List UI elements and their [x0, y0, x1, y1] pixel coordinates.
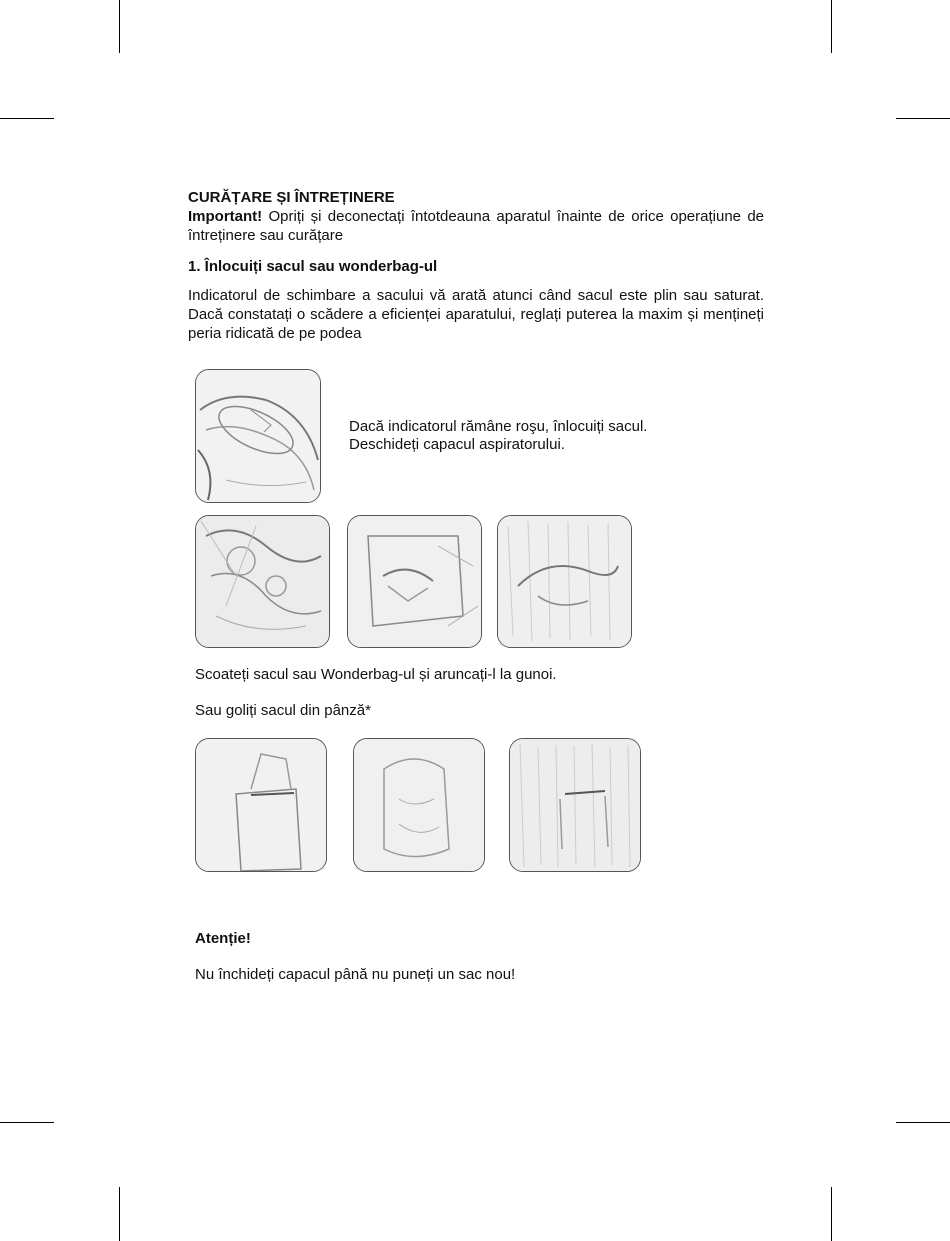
illustration-remove-bag	[497, 515, 632, 648]
crop-mark	[831, 1187, 832, 1241]
important-text: Opriți și deconectați întotdeauna aparatul înainte de orice operațiune de întreținere sau curățare	[188, 208, 765, 244]
manual-section	[188, 188, 764, 343]
crop-mark	[0, 1122, 54, 1123]
warning-title: Atenție!	[195, 930, 251, 947]
indicator-caption-line2: Deschideți capacul aspiratorului.	[349, 436, 565, 453]
crop-mark	[896, 1122, 950, 1123]
illustration-lift-bag	[347, 515, 482, 648]
important-note	[188, 207, 764, 245]
crop-mark	[119, 1187, 120, 1241]
step-title: 1. Înlocuiți sacul sau wonderbag-ul	[188, 258, 438, 275]
crop-mark	[0, 118, 54, 119]
illustration-cloth-bag-refit	[509, 738, 641, 872]
illustration-open-lid	[195, 515, 330, 648]
crop-mark	[896, 118, 950, 119]
indicator-caption	[349, 418, 709, 454]
crop-mark	[119, 0, 120, 53]
remove-bag-caption: Scoateți sacul sau Wonderbag-ul și aruncați-l la gunoi.	[195, 666, 557, 683]
warning-text: Nu închideți capacul până nu puneți un sac nou!	[195, 966, 516, 983]
section-heading: CURĂȚARE ȘI ÎNTREȚINERE	[188, 189, 395, 206]
illustration-cloth-bag-empty	[353, 738, 485, 872]
crop-mark	[831, 0, 832, 53]
step-paragraph: Indicatorul de schimbare a sacului vă arată atunci când sacul este plin sau saturat. Dacă constatați o scădere a eficienței aparatului, reglați puterea la maxim și mențineți peria ridicată de pe podea	[188, 287, 764, 342]
important-label: Important!	[188, 208, 263, 225]
indicator-caption-line1: Dacă indicatorul rămâne roşu, înlocuiți sacul.	[349, 418, 648, 435]
illustration-cloth-bag-open	[195, 738, 327, 872]
empty-cloth-caption: Sau goliți sacul din pânză*	[195, 702, 371, 719]
illustration-vacuum-lid	[195, 369, 321, 503]
